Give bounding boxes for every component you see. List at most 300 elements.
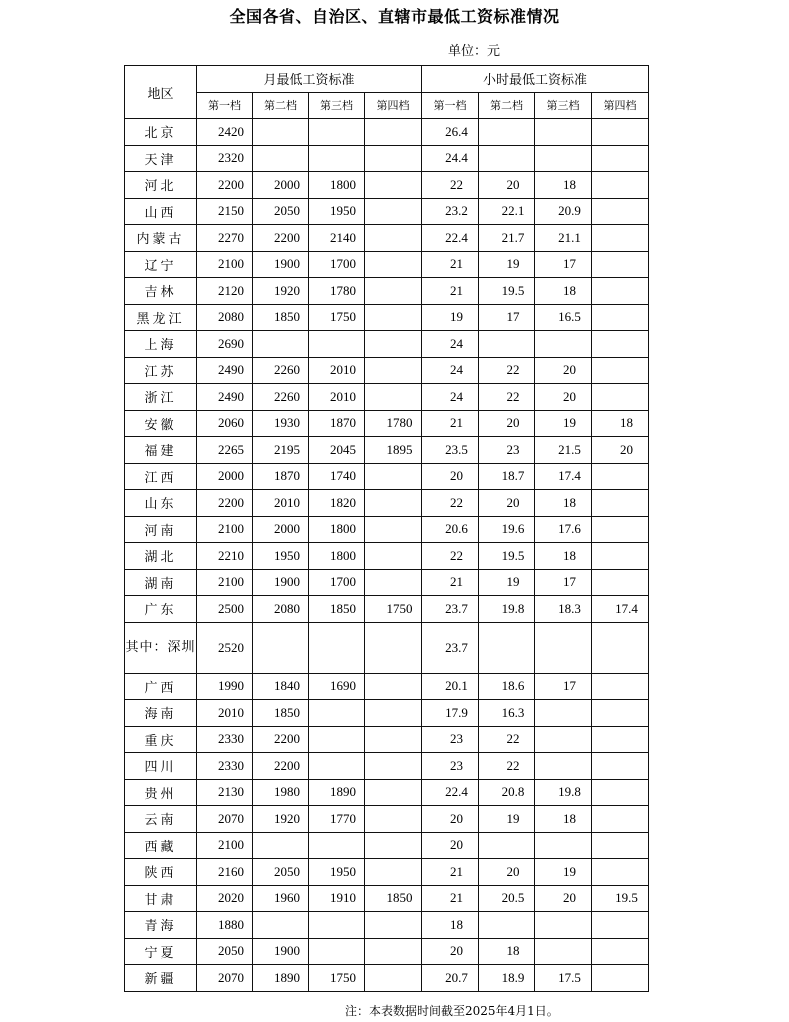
hourly-value: 21 <box>450 890 464 906</box>
monthly-value: 2000 <box>274 521 300 537</box>
hourly-value: 21.7 <box>501 229 525 245</box>
header-monthly-tier-1: 第一档 <box>197 92 253 119</box>
monthly-tier-3-cell <box>309 410 365 437</box>
hourly-tier-1-cell <box>422 859 479 886</box>
table-row <box>125 304 649 331</box>
monthly-value: 1850 <box>274 704 300 720</box>
hourly-value: 20 <box>450 943 464 959</box>
table-row <box>125 410 649 437</box>
monthly-tier-2-cell <box>253 543 309 570</box>
hourly-tier-2-cell <box>479 622 535 673</box>
hourly-value: 18 <box>563 547 577 563</box>
hourly-value: 22.1 <box>501 203 525 219</box>
monthly-value: 1870 <box>330 415 356 431</box>
monthly-tier-2-cell <box>253 384 309 411</box>
hourly-tier-2-cell <box>479 569 535 596</box>
monthly-tier-4-cell <box>365 278 422 305</box>
region-cell: 内蒙古 <box>125 225 197 252</box>
monthly-value: 1950 <box>330 863 356 879</box>
monthly-tier-3-cell <box>309 145 365 172</box>
region-cell: 贵州 <box>125 779 197 806</box>
hourly-value: 18.6 <box>501 678 525 694</box>
hourly-tier-3-cell <box>535 543 592 570</box>
hourly-tier-3-cell <box>535 516 592 543</box>
hourly-value: 24 <box>450 362 464 378</box>
hourly-tier-3-cell <box>535 622 592 673</box>
region-cell: 甘肃 <box>125 885 197 912</box>
region-cell: 云南 <box>125 806 197 833</box>
monthly-value: 2020 <box>218 890 244 906</box>
monthly-tier-3-cell <box>309 119 365 146</box>
hourly-value: 18 <box>450 916 464 932</box>
hourly-value: 20 <box>620 441 634 457</box>
monthly-tier-1-cell <box>197 779 253 806</box>
table-row <box>125 384 649 411</box>
monthly-value: 2265 <box>218 441 244 457</box>
hourly-tier-4-cell <box>592 331 649 358</box>
hourly-value: 22.4 <box>445 784 468 800</box>
monthly-tier-2-cell <box>253 596 309 623</box>
hourly-tier-2-cell <box>479 806 535 833</box>
hourly-tier-1-cell <box>422 357 479 384</box>
monthly-value: 2130 <box>218 784 244 800</box>
monthly-value: 1950 <box>330 203 356 219</box>
hourly-tier-4-cell <box>592 753 649 780</box>
monthly-value: 2260 <box>274 362 300 378</box>
monthly-tier-3-cell <box>309 859 365 886</box>
hourly-value: 21 <box>450 574 464 590</box>
hourly-tier-2-cell <box>479 753 535 780</box>
monthly-tier-3-cell <box>309 965 365 992</box>
table-row <box>125 622 649 673</box>
monthly-value: 2080 <box>218 309 244 325</box>
monthly-value: 1950 <box>274 547 300 563</box>
monthly-tier-4-cell <box>365 938 422 965</box>
monthly-value: 2070 <box>218 969 244 985</box>
hourly-tier-3-cell <box>535 172 592 199</box>
table-row <box>125 965 649 992</box>
monthly-value: 2195 <box>274 441 300 457</box>
monthly-tier-1-cell <box>197 490 253 517</box>
hourly-tier-1-cell <box>422 965 479 992</box>
region-cell: 重庆 <box>125 726 197 753</box>
monthly-tier-4-cell <box>365 673 422 700</box>
hourly-tier-1-cell <box>422 806 479 833</box>
region-cell: 天津 <box>125 145 197 172</box>
monthly-tier-4-cell <box>365 145 422 172</box>
monthly-tier-2-cell <box>253 145 309 172</box>
region-cell: 江西 <box>125 463 197 490</box>
monthly-tier-1-cell <box>197 516 253 543</box>
monthly-value: 1750 <box>330 309 356 325</box>
monthly-value: 1780 <box>330 282 356 298</box>
monthly-value: 1850 <box>274 309 300 325</box>
hourly-tier-4-cell <box>592 225 649 252</box>
monthly-tier-2-cell <box>253 885 309 912</box>
hourly-tier-4-cell <box>592 622 649 673</box>
hourly-value: 18 <box>563 810 577 826</box>
hourly-tier-3-cell <box>535 278 592 305</box>
hourly-value: 21.1 <box>558 229 581 245</box>
hourly-tier-4-cell <box>592 251 649 278</box>
hourly-value: 20 <box>450 468 464 484</box>
hourly-value: 17 <box>506 309 520 325</box>
monthly-value: 2330 <box>218 757 244 773</box>
hourly-tier-2-cell <box>479 673 535 700</box>
hourly-tier-2-cell <box>479 832 535 859</box>
hourly-value: 20.1 <box>445 678 468 694</box>
hourly-tier-2-cell <box>479 145 535 172</box>
monthly-value: 2420 <box>218 123 244 139</box>
hourly-value: 26.4 <box>445 123 468 139</box>
hourly-tier-2-cell <box>479 516 535 543</box>
hourly-tier-3-cell <box>535 119 592 146</box>
monthly-tier-2-cell <box>253 516 309 543</box>
monthly-value: 1990 <box>218 678 244 694</box>
monthly-value: 1780 <box>386 415 413 431</box>
hourly-value: 21 <box>450 256 464 272</box>
hourly-value: 21 <box>450 282 464 298</box>
monthly-value: 1850 <box>330 600 356 616</box>
hourly-tier-3-cell <box>535 806 592 833</box>
monthly-value: 2160 <box>218 863 244 879</box>
hourly-value: 20 <box>506 415 520 431</box>
monthly-tier-1-cell <box>197 225 253 252</box>
monthly-tier-3-cell <box>309 779 365 806</box>
hourly-tier-1-cell <box>422 278 479 305</box>
monthly-tier-1-cell <box>197 753 253 780</box>
monthly-tier-1-cell <box>197 437 253 464</box>
table-row <box>125 251 649 278</box>
monthly-tier-2-cell <box>253 938 309 965</box>
hourly-tier-2-cell <box>479 251 535 278</box>
hourly-tier-1-cell <box>422 251 479 278</box>
hourly-value: 19 <box>563 863 577 879</box>
monthly-tier-4-cell <box>365 832 422 859</box>
monthly-value: 2060 <box>218 415 244 431</box>
monthly-tier-1-cell <box>197 806 253 833</box>
hourly-tier-3-cell <box>535 912 592 939</box>
hourly-value: 19.8 <box>558 784 581 800</box>
region-cell: 湖南 <box>125 569 197 596</box>
hourly-tier-3-cell <box>535 726 592 753</box>
hourly-tier-3-cell <box>535 384 592 411</box>
monthly-value: 2080 <box>274 600 300 616</box>
hourly-tier-4-cell <box>592 384 649 411</box>
monthly-tier-2-cell <box>253 278 309 305</box>
monthly-tier-2-cell <box>253 673 309 700</box>
region-cell: 西藏 <box>125 832 197 859</box>
hourly-value: 20.8 <box>501 784 525 800</box>
hourly-tier-4-cell <box>592 938 649 965</box>
monthly-tier-2-cell <box>253 726 309 753</box>
monthly-value: 2260 <box>274 388 300 404</box>
hourly-tier-1-cell <box>422 726 479 753</box>
monthly-tier-1-cell <box>197 172 253 199</box>
monthly-tier-2-cell <box>253 357 309 384</box>
hourly-tier-3-cell <box>535 753 592 780</box>
hourly-tier-3-cell <box>535 251 592 278</box>
hourly-value: 22 <box>506 362 520 378</box>
region-cell: 安徽 <box>125 410 197 437</box>
monthly-value: 2100 <box>218 521 244 537</box>
monthly-value: 1890 <box>330 784 356 800</box>
hourly-tier-4-cell <box>592 490 649 517</box>
hourly-value: 20.5 <box>501 890 525 906</box>
monthly-tier-3-cell <box>309 938 365 965</box>
region-cell: 上海 <box>125 331 197 358</box>
monthly-tier-4-cell <box>365 357 422 384</box>
monthly-tier-3-cell <box>309 753 365 780</box>
hourly-tier-1-cell <box>422 700 479 727</box>
monthly-value: 2100 <box>218 574 244 590</box>
monthly-tier-4-cell <box>365 463 422 490</box>
monthly-tier-2-cell <box>253 172 309 199</box>
header-monthly: 月最低工资标准 <box>197 66 422 93</box>
monthly-tier-1-cell <box>197 357 253 384</box>
hourly-value: 17.4 <box>615 600 638 616</box>
monthly-tier-1-cell <box>197 463 253 490</box>
monthly-tier-3-cell <box>309 885 365 912</box>
hourly-tier-3-cell <box>535 965 592 992</box>
minimum-wage-table <box>124 65 649 992</box>
hourly-tier-1-cell <box>422 437 479 464</box>
hourly-tier-2-cell <box>479 331 535 358</box>
hourly-tier-1-cell <box>422 331 479 358</box>
monthly-tier-1-cell <box>197 145 253 172</box>
monthly-tier-1-cell <box>197 278 253 305</box>
monthly-value: 2490 <box>218 388 244 404</box>
monthly-tier-1-cell <box>197 965 253 992</box>
monthly-value: 2500 <box>218 600 244 616</box>
monthly-value: 2010 <box>330 388 356 404</box>
hourly-tier-3-cell <box>535 885 592 912</box>
monthly-tier-3-cell <box>309 569 365 596</box>
hourly-tier-1-cell <box>422 779 479 806</box>
hourly-tier-2-cell <box>479 779 535 806</box>
monthly-tier-3-cell <box>309 516 365 543</box>
hourly-tier-4-cell <box>592 726 649 753</box>
table-row <box>125 885 649 912</box>
monthly-value: 2270 <box>218 229 244 245</box>
monthly-tier-3-cell <box>309 251 365 278</box>
hourly-tier-4-cell <box>592 172 649 199</box>
hourly-tier-4-cell <box>592 779 649 806</box>
monthly-tier-1-cell <box>197 938 253 965</box>
monthly-value: 2050 <box>274 863 300 879</box>
region-cell: 辽宁 <box>125 251 197 278</box>
hourly-tier-4-cell <box>592 700 649 727</box>
monthly-value: 2200 <box>274 229 300 245</box>
monthly-value: 1920 <box>274 282 300 298</box>
monthly-tier-4-cell <box>365 753 422 780</box>
header-hourly-tier-3: 第三档 <box>535 92 592 119</box>
table-row <box>125 832 649 859</box>
monthly-tier-1-cell <box>197 410 253 437</box>
hourly-value: 24 <box>450 335 464 351</box>
region-cell: 浙江 <box>125 384 197 411</box>
header-monthly-tier-3: 第三档 <box>309 92 365 119</box>
monthly-value: 1920 <box>274 810 300 826</box>
hourly-value: 22.4 <box>445 229 468 245</box>
table-row <box>125 198 649 225</box>
hourly-tier-3-cell <box>535 198 592 225</box>
hourly-tier-1-cell <box>422 596 479 623</box>
monthly-value: 1750 <box>330 969 356 985</box>
hourly-tier-2-cell <box>479 700 535 727</box>
hourly-value: 16.5 <box>558 309 581 325</box>
hourly-tier-1-cell <box>422 516 479 543</box>
monthly-tier-2-cell <box>253 832 309 859</box>
region-cell: 福建 <box>125 437 197 464</box>
monthly-value: 2100 <box>218 256 244 272</box>
monthly-tier-2-cell <box>253 463 309 490</box>
monthly-tier-2-cell <box>253 700 309 727</box>
hourly-value: 22 <box>506 731 520 747</box>
monthly-tier-4-cell <box>365 779 422 806</box>
hourly-value: 19 <box>506 574 520 590</box>
region-cell: 河南 <box>125 516 197 543</box>
hourly-value: 22 <box>450 547 464 563</box>
hourly-tier-2-cell <box>479 437 535 464</box>
hourly-tier-3-cell <box>535 463 592 490</box>
hourly-value: 21.5 <box>558 441 581 457</box>
region-cell: 山东 <box>125 490 197 517</box>
region-cell: 广东 <box>125 596 197 623</box>
region-cell: 海南 <box>125 700 197 727</box>
hourly-tier-3-cell <box>535 596 592 623</box>
hourly-tier-2-cell <box>479 938 535 965</box>
monthly-tier-3-cell <box>309 278 365 305</box>
hourly-tier-4-cell <box>592 673 649 700</box>
table-footnote: 注：本表数据时间截至2025年4月1日。 <box>345 1004 559 1018</box>
hourly-tier-3-cell <box>535 490 592 517</box>
hourly-tier-1-cell <box>422 198 479 225</box>
monthly-tier-1-cell <box>197 885 253 912</box>
monthly-tier-2-cell <box>253 912 309 939</box>
monthly-value: 2010 <box>218 704 244 720</box>
region-cell: 山西 <box>125 198 197 225</box>
hourly-tier-2-cell <box>479 726 535 753</box>
monthly-value: 1750 <box>386 600 413 616</box>
hourly-tier-1-cell <box>422 119 479 146</box>
hourly-tier-1-cell <box>422 912 479 939</box>
hourly-value: 24 <box>450 388 464 404</box>
monthly-tier-4-cell <box>365 331 422 358</box>
monthly-value: 1895 <box>386 441 413 457</box>
hourly-value: 21 <box>450 415 464 431</box>
monthly-tier-1-cell <box>197 251 253 278</box>
monthly-tier-1-cell <box>197 726 253 753</box>
monthly-value: 2200 <box>274 731 300 747</box>
monthly-tier-1-cell <box>197 543 253 570</box>
region-cell: 湖北 <box>125 543 197 570</box>
hourly-value: 18.7 <box>501 468 525 484</box>
monthly-value: 2200 <box>274 757 300 773</box>
hourly-tier-3-cell <box>535 859 592 886</box>
hourly-value: 17.5 <box>558 969 581 985</box>
monthly-value: 2200 <box>218 494 244 510</box>
monthly-value: 2120 <box>218 282 244 298</box>
table-row <box>125 516 649 543</box>
monthly-tier-1-cell <box>197 622 253 673</box>
hourly-tier-2-cell <box>479 278 535 305</box>
hourly-value: 20.7 <box>445 969 468 985</box>
hourly-tier-1-cell <box>422 569 479 596</box>
monthly-tier-2-cell <box>253 198 309 225</box>
monthly-tier-4-cell <box>365 726 422 753</box>
hourly-tier-4-cell <box>592 832 649 859</box>
hourly-tier-3-cell <box>535 938 592 965</box>
hourly-tier-4-cell <box>592 596 649 623</box>
hourly-value: 20 <box>506 494 520 510</box>
monthly-tier-4-cell <box>365 569 422 596</box>
table-row <box>125 463 649 490</box>
monthly-value: 2000 <box>274 176 300 192</box>
hourly-value: 21 <box>450 863 464 879</box>
table-row <box>125 596 649 623</box>
hourly-tier-1-cell <box>422 304 479 331</box>
hourly-value: 22 <box>506 757 520 773</box>
hourly-tier-4-cell <box>592 965 649 992</box>
hourly-value: 20.6 <box>445 521 468 537</box>
monthly-value: 2320 <box>218 150 244 166</box>
monthly-value: 1910 <box>330 890 356 906</box>
monthly-value: 1800 <box>330 521 356 537</box>
hourly-tier-3-cell <box>535 437 592 464</box>
monthly-tier-2-cell <box>253 437 309 464</box>
monthly-tier-4-cell <box>365 172 422 199</box>
monthly-value: 1980 <box>274 784 300 800</box>
monthly-value: 2010 <box>274 494 300 510</box>
monthly-tier-4-cell <box>365 912 422 939</box>
hourly-value: 23 <box>450 731 464 747</box>
monthly-value: 1900 <box>274 574 300 590</box>
header-hourly-tier-2: 第二档 <box>479 92 535 119</box>
monthly-tier-1-cell <box>197 198 253 225</box>
hourly-value: 19 <box>506 810 520 826</box>
hourly-tier-4-cell <box>592 145 649 172</box>
hourly-tier-2-cell <box>479 119 535 146</box>
monthly-tier-4-cell <box>365 251 422 278</box>
table-row <box>125 726 649 753</box>
hourly-value: 18.9 <box>501 969 525 985</box>
table-row <box>125 569 649 596</box>
monthly-tier-3-cell <box>309 726 365 753</box>
monthly-tier-4-cell <box>365 622 422 673</box>
region-cell: 河北 <box>125 172 197 199</box>
monthly-value: 1840 <box>274 678 300 694</box>
hourly-value: 18 <box>620 415 634 431</box>
monthly-tier-2-cell <box>253 490 309 517</box>
monthly-tier-4-cell <box>365 198 422 225</box>
monthly-tier-4-cell <box>365 700 422 727</box>
monthly-tier-3-cell <box>309 172 365 199</box>
hourly-tier-2-cell <box>479 410 535 437</box>
region-cell: 吉林 <box>125 278 197 305</box>
hourly-tier-2-cell <box>479 357 535 384</box>
hourly-tier-3-cell <box>535 569 592 596</box>
header-region: 地区 <box>125 66 197 119</box>
monthly-tier-3-cell <box>309 596 365 623</box>
hourly-tier-4-cell <box>592 463 649 490</box>
monthly-value: 1800 <box>330 547 356 563</box>
monthly-tier-3-cell <box>309 912 365 939</box>
monthly-value: 1770 <box>330 810 356 826</box>
hourly-tier-4-cell <box>592 278 649 305</box>
hourly-tier-3-cell <box>535 700 592 727</box>
hourly-tier-4-cell <box>592 357 649 384</box>
